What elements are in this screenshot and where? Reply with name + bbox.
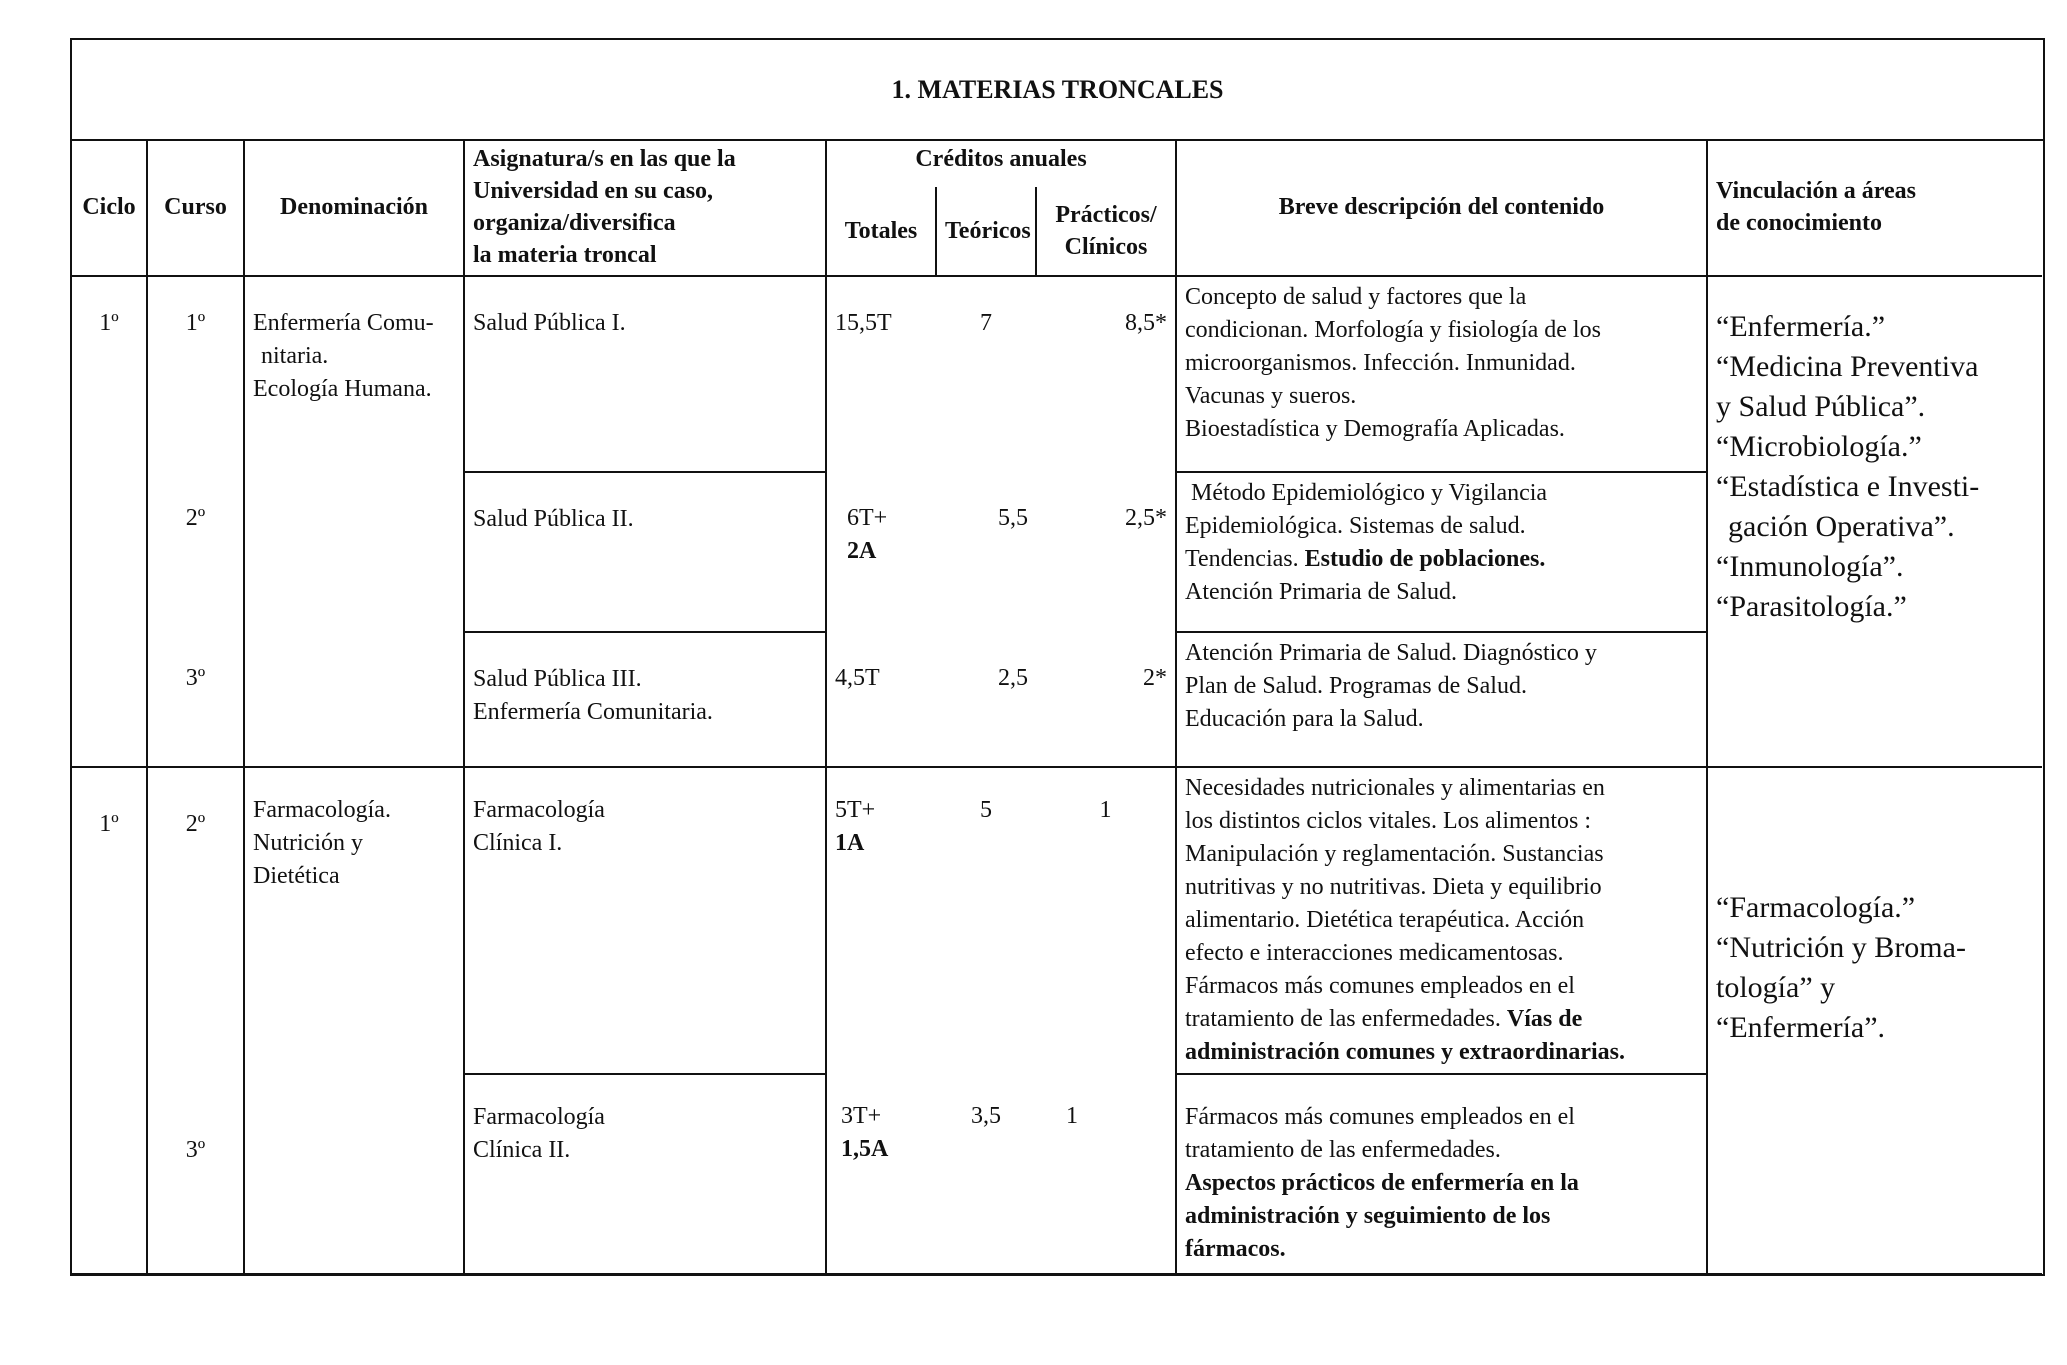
descripcion-cell: Método Epidemiológico y Vigilancia Epidemiológica. Sistemas de salud. Tendencias. Estudio de poblaciones. Atención Primaria de Salud. <box>1176 472 1707 632</box>
table-row <box>72 276 2042 472</box>
curso-cell: 3º <box>147 1074 244 1274</box>
header-vinculacion: Vinculación a áreas de conocimiento <box>1707 139 2042 276</box>
teoricos-cell: 5,5 <box>998 505 1028 531</box>
asignatura-cell: Farmacología Clínica II. <box>464 1074 826 1274</box>
table-title: 1. MATERIAS TRONCALES <box>72 40 2043 141</box>
practicos-cell: 2,5* <box>1036 472 1176 632</box>
practicos-cell: 8,5* <box>1036 276 1176 472</box>
descripcion-cell: Atención Primaria de Salud. Diagnóstico y Plan de Salud. Programas de Salud. Educación para la Salud. <box>1176 632 1707 767</box>
asignatura-cell: Farmacología Clínica I. <box>464 767 826 1074</box>
asignatura-cell: Salud Pública III. Enfermería Comunitaria. <box>464 632 826 767</box>
descripcion-cell: Fármacos más comunes empleados en el tratamiento de las enfermedades. Aspectos prácticos de enfermería en la administración y seguimiento de los fármacos. <box>1176 1074 1707 1274</box>
denominacion-cell: Enfermería Comu- nitaria. Ecología Humana. <box>244 276 464 767</box>
practicos-cell: 1 <box>1036 1074 1176 1274</box>
header-descripcion: Breve descripción del contenido <box>1176 139 1707 276</box>
totales-cell: 5T+ 1A <box>826 767 936 1074</box>
table-row <box>72 767 2042 1074</box>
teoricos-cell: 3,5 <box>936 1074 1036 1274</box>
areas-cell: “Enfermería.” “Medicina Preventiva y Salud Pública”. “Microbiología.” “Estadística e Investi- gación Operativa”. “Inmunología”. “Parasitología.” <box>1707 276 2042 767</box>
denominacion-cell: Farmacología. Nutrición y Dietética <box>244 767 464 1274</box>
header-curso: Curso <box>147 139 244 276</box>
curso-cell: 3º <box>147 632 244 767</box>
ciclo-cell: 1º <box>72 276 147 767</box>
ciclo-cell: 1º <box>72 767 147 1274</box>
descripcion-cell: Concepto de salud y factores que la condicionan. Morfología y fisiología de los microorganismos. Infección. Inmunidad. Vacunas y sueros. Bioestadística y Demografía Aplicadas. <box>1176 276 1707 472</box>
header-creditos: Créditos anuales <box>826 139 1176 187</box>
curso-cell: 2º <box>147 472 244 632</box>
asignatura-cell: Salud Pública I. <box>464 276 826 472</box>
teoricos-cell: 7 <box>936 276 1036 472</box>
teoricos-cell: 2,5 <box>936 632 1036 767</box>
descripcion-cell: Necesidades nutricionales y alimentarias en los distintos ciclos vitales. Los alimentos : Manipulación y reglamentación. Sustancias nutritivas y no nutritivas. Dieta y equilibrio alimentario. Dietética terapéutica. Acción efecto e interacciones medicamentosas. Fármacos más comunes empleados en el tratamiento de las enfermedades. Vías de administración comunes y extraordinarias. <box>1176 767 1707 1074</box>
header-ciclo: Ciclo <box>72 139 147 276</box>
practicos-cell: 2* <box>1036 632 1176 767</box>
header-teoricos: Teóricos <box>936 187 1036 276</box>
totales-cell: 15,5T <box>826 276 936 472</box>
totales-cell: 4,5T <box>826 632 936 767</box>
teoricos-cell: 5 <box>936 767 1036 1074</box>
totales-cell: 3T+ 1,5A <box>826 1074 936 1274</box>
document-sheet <box>70 38 2045 1276</box>
areas-cell: “Farmacología.” “Nutrición y Broma- tología” y “Enfermería”. <box>1707 767 2042 1274</box>
materias-table <box>72 139 2042 1275</box>
asignatura-cell: Salud Pública II. <box>464 472 826 632</box>
totales-cell: 6T+ 2A <box>826 472 936 632</box>
header-denominacion: Denominación <box>244 139 464 276</box>
header-practicos: Prácticos/ Clínicos <box>1036 187 1176 276</box>
curso-cell: 2º <box>147 767 244 1074</box>
header-row-1 <box>72 139 2042 187</box>
header-totales: Totales <box>826 187 936 276</box>
header-asignatura: Asignatura/s en las que la Universidad en su caso, organiza/diversifica la materia troncal <box>464 139 826 276</box>
practicos-cell: 1 <box>1036 767 1176 1074</box>
curso-cell: 1º <box>147 276 244 472</box>
